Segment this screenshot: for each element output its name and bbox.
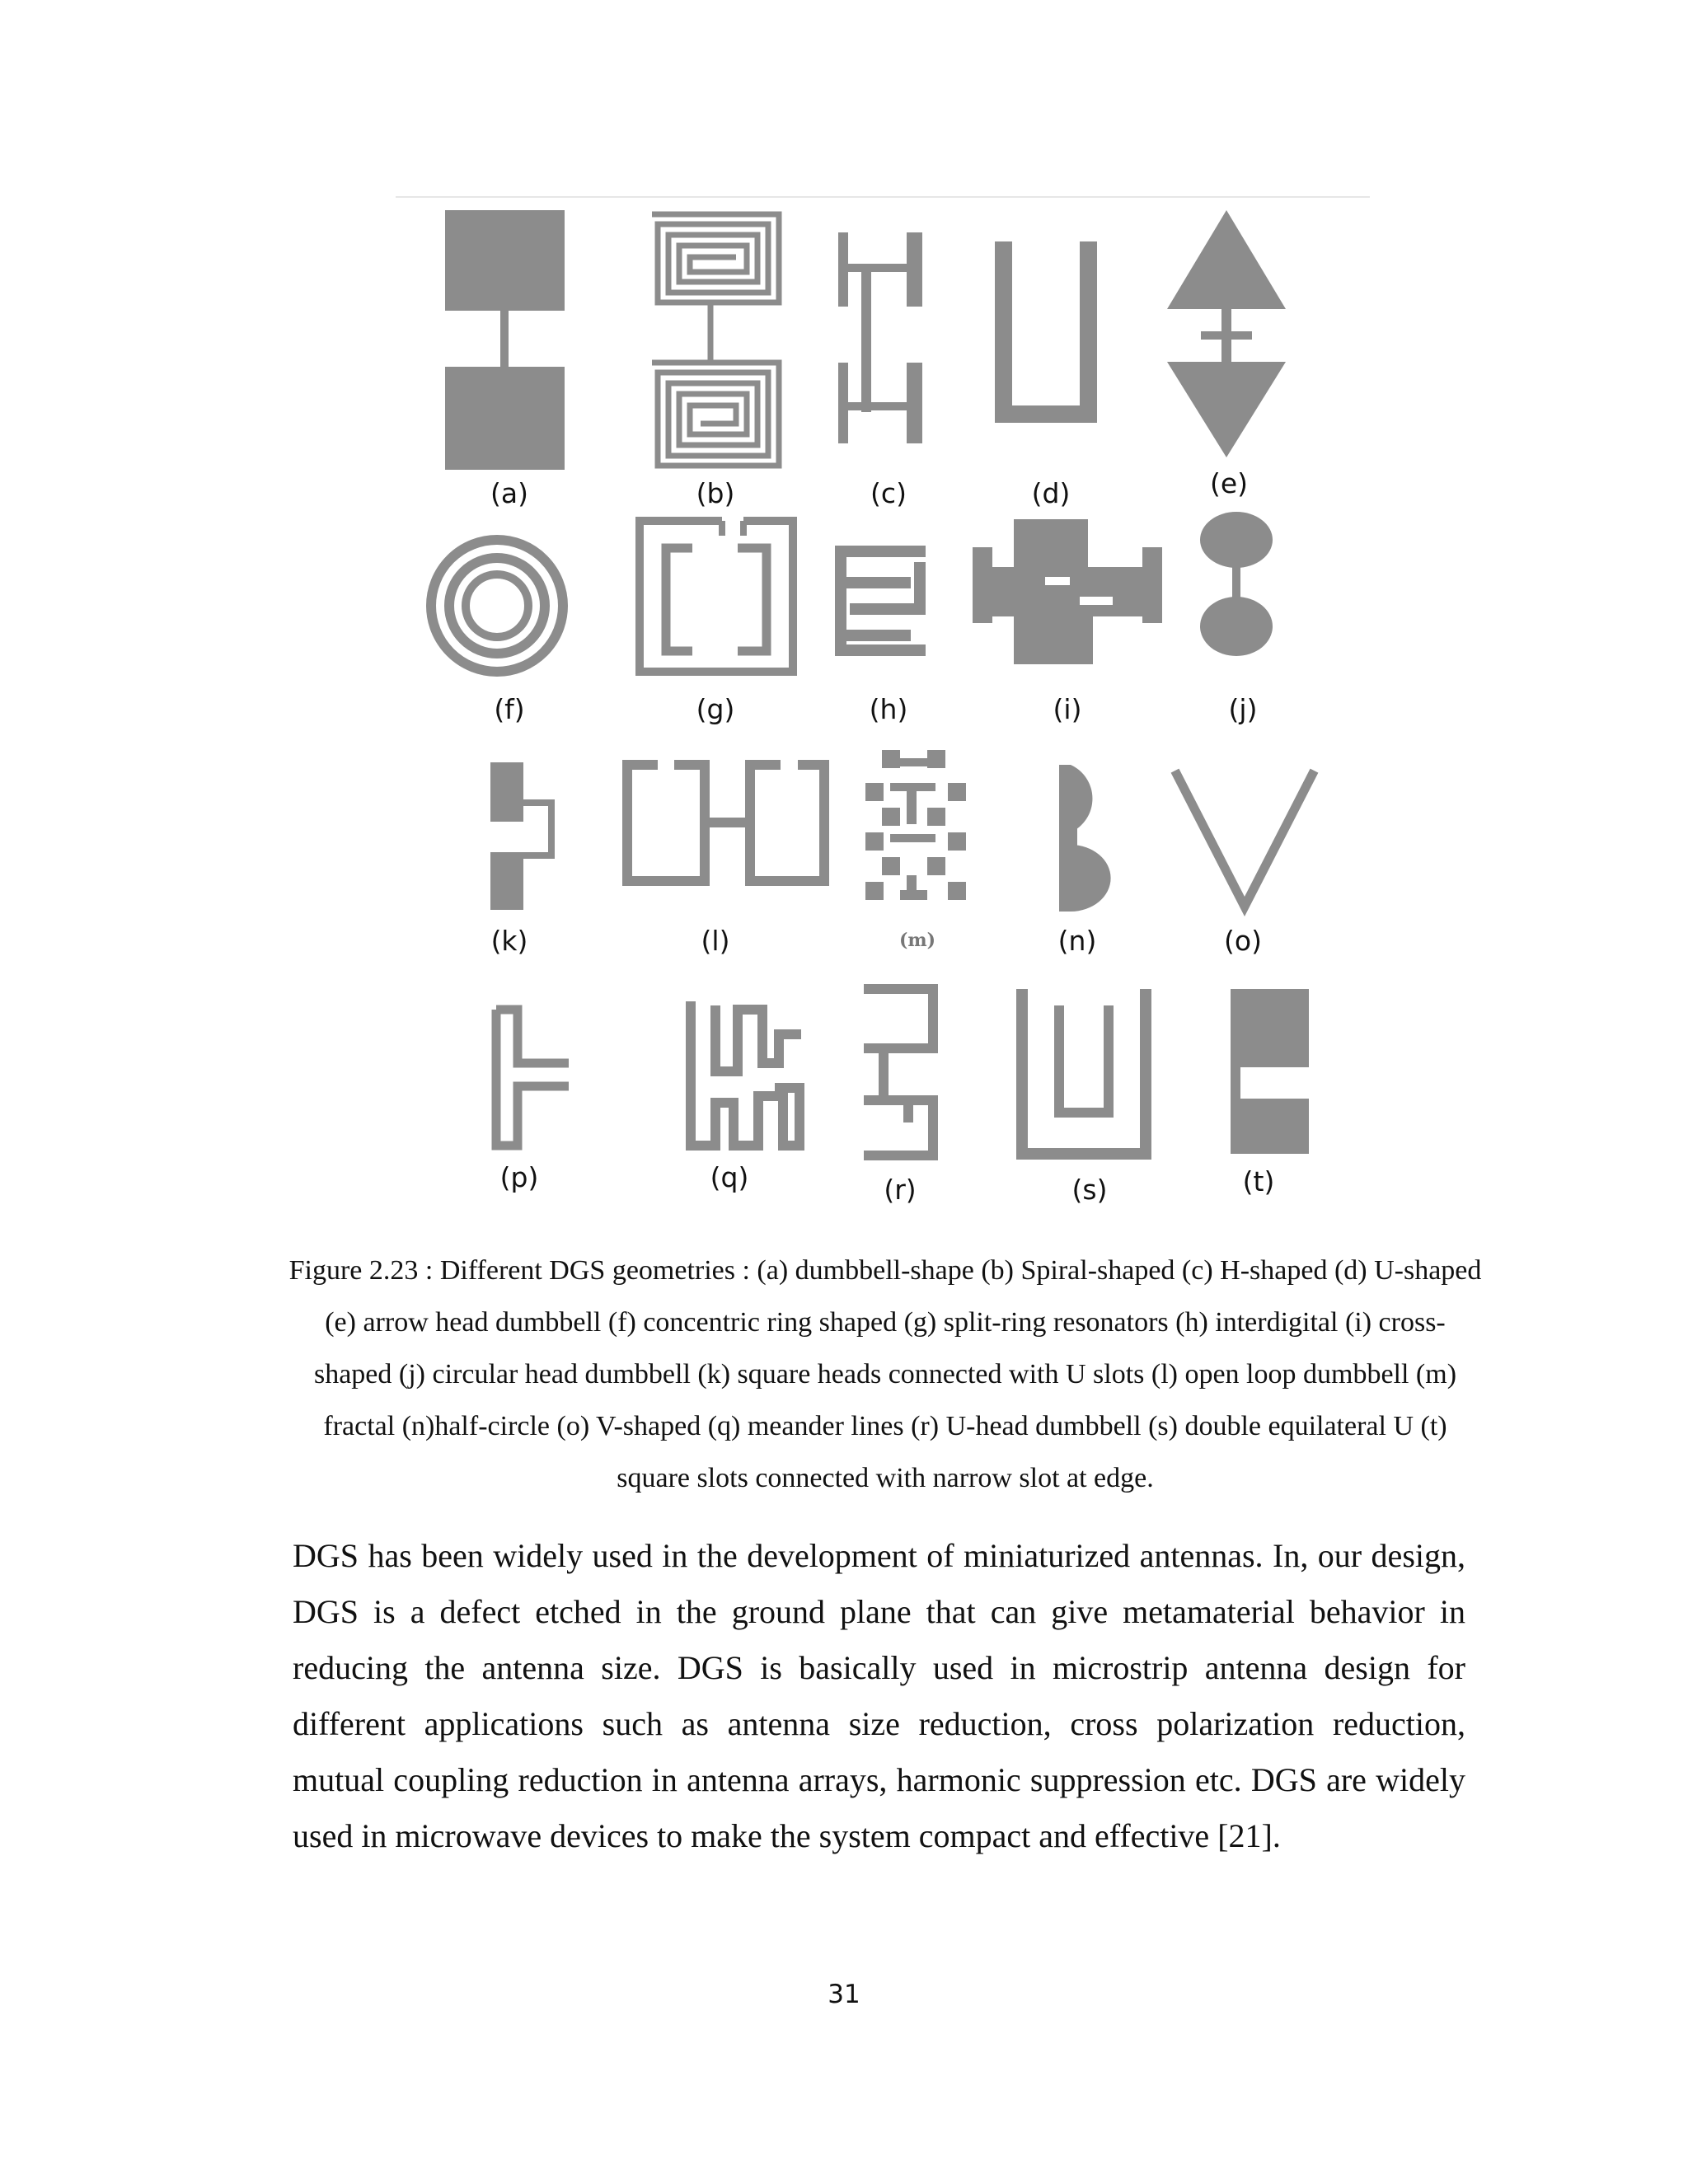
label-d: (d): [1031, 477, 1071, 509]
shape-h-interdigital: [835, 546, 926, 656]
label-c: (c): [870, 477, 907, 509]
shape-f-concentric-rings: [431, 540, 563, 672]
label-m: (m): [898, 930, 936, 951]
shape-i-cross-shaped: [973, 519, 1162, 664]
shape-d-u-shaped: [995, 241, 1097, 423]
shape-j-circular-head-dumbbell: [1200, 512, 1273, 656]
shape-s-double-equilateral-u: [1022, 989, 1146, 1154]
figure-caption: Figure 2.23 : Different DGS geometries : (a) dumbbell-shape (b) Spiral-shaped (c) H-shaped (d) U-shaped (e) arrow head dumbbell (f) concentric ring shaped (g) split-ring resonators (h) interdigital (i) cross-shaped (j) circular head dumbbell (k) square heads connected with U slots (l) open loop dumbbell (m) fractal (n)half-circle (o) V-shaped (q) meander lines (r) U-head dumbbell (s) double equilateral U (t) square slots connected with narrow slot at edge.: [288, 1255, 1482, 1493]
label-i: (i): [1053, 693, 1082, 725]
label-l: (l): [701, 925, 730, 957]
label-r: (r): [884, 1174, 917, 1206]
body-paragraph: DGS has been widely used in the development of miniaturized antennas. In, our design, DGS is a defect etched in the ground plane that can give metamaterial behavior in reducing the antenna size. DGS is basically used in microstrip antenna design for different applications such as antenna size reduction, cross polarization reduction, mutual coupling reduction in antenna arrays, harmonic suppression etc. DGS are widely used in microwave devices to make the system compact and effective [21].: [293, 1537, 1465, 1854]
label-q: (q): [710, 1161, 749, 1193]
shape-k-square-heads-u-slots: [490, 762, 555, 910]
label-k: (k): [490, 925, 528, 957]
page-number: 31: [828, 1980, 860, 2009]
label-p: (p): [499, 1161, 539, 1193]
label-a: (a): [490, 477, 528, 509]
shape-m-fractal: [865, 750, 966, 900]
shape-a-dumbbell: [445, 210, 565, 470]
shape-o-v-shaped: [1177, 775, 1312, 907]
shape-l-open-loop-dumbbell: [627, 765, 824, 881]
label-f: (f): [494, 693, 525, 725]
shape-r-u-head-dumbbell: [864, 989, 933, 1155]
shape-c-h-shaped: [838, 232, 922, 443]
label-b: (b): [696, 477, 735, 509]
shape-q-meander-lines: [691, 1001, 801, 1146]
label-s: (s): [1071, 1174, 1108, 1206]
label-n: (n): [1057, 925, 1097, 957]
shape-b-spiral: [652, 214, 779, 466]
label-g: (g): [696, 693, 735, 725]
label-h: (h): [869, 693, 908, 725]
shape-n-half-circle: [1059, 765, 1111, 912]
label-o: (o): [1224, 925, 1262, 957]
label-e: (e): [1209, 467, 1249, 499]
shape-t-square-slots-narrow-slot: [1231, 989, 1309, 1154]
shape-e-arrow-head-dumbbell: [1167, 210, 1286, 457]
label-j: (j): [1228, 693, 1258, 725]
shape-p: [496, 1010, 569, 1146]
label-t: (t): [1242, 1165, 1275, 1197]
shape-g-split-ring-resonators: [640, 521, 793, 672]
